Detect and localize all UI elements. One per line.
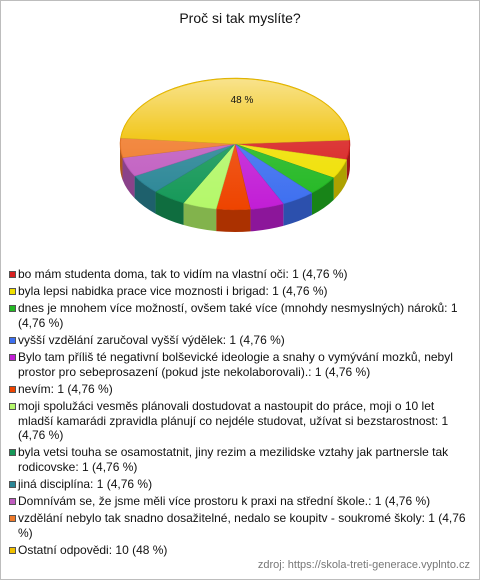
legend-swatch	[9, 337, 16, 344]
legend-swatch	[9, 288, 16, 295]
legend	[9, 267, 469, 560]
slice-data-label: 48 %	[230, 95, 254, 106]
legend-label: byla lepsi nabidka prace vice moznosti i brigad: 1 (4,76 %)	[18, 284, 328, 299]
legend-label: dnes je mnohem více možností, ovšem také více (mnohdy nesmyslných) nároků: 1 (4,76 %)	[18, 301, 458, 330]
legend-label: moji spolužáci vesměs plánovali dostudovat a nastoupit do práce, moji o 10 let mladší kamarádi zpravidla plánují co nejdéle studovat, užívat si bezstarostnost: 1 (4,76 %)	[18, 399, 449, 443]
legend-label: Ostatní odpovědi: 10 (48 %)	[18, 543, 168, 558]
pie-chart	[1, 1, 479, 261]
legend-label: nevím: 1 (4,76 %)	[18, 381, 113, 396]
legend-item	[9, 267, 469, 282]
legend-item	[9, 445, 469, 474]
legend-item	[9, 301, 469, 330]
chart-title: Proč si tak myslíte?	[179, 10, 301, 26]
legend-label: byla vetsi touha se osamostatnit, jiny rezim a mezilidske vztahy jak partnersle tak rodicovske: 1 (4,76 %)	[18, 445, 449, 474]
legend-item	[9, 494, 469, 509]
legend-item	[9, 399, 469, 443]
legend-item	[9, 511, 469, 540]
legend-item	[9, 350, 469, 379]
legend-swatch	[9, 354, 16, 361]
legend-item	[9, 382, 469, 397]
pie-slice-side	[216, 209, 250, 232]
legend-label: vyšší vzdělání zaručoval vyšší výdělek: 1 (4,76 %)	[18, 333, 285, 348]
source-note: zdroj: https://skola-treti-generace.vyplnto.cz	[257, 559, 470, 571]
legend-swatch	[9, 403, 16, 410]
legend-label: Bylo tam příliš té negativní bolševické ideologie a snahy o vymývání mozků, nebyl prostor pro sebeprosazení (pokud jste nekolaborovali).: 1 (4,76 %)	[18, 350, 453, 379]
legend-swatch	[9, 547, 16, 554]
legend-item	[9, 284, 469, 299]
legend-swatch	[9, 498, 16, 505]
legend-swatch	[9, 449, 16, 456]
legend-label: bo mám studenta doma, tak to vidím na vlastní oči: 1 (4,76 %)	[18, 267, 348, 281]
legend-swatch	[9, 515, 16, 522]
legend-swatch	[9, 305, 16, 312]
legend-item	[9, 333, 469, 348]
legend-swatch	[9, 271, 16, 278]
legend-item	[9, 543, 469, 558]
legend-item	[9, 477, 469, 492]
legend-label: Domnívám se, že jsme měli více prostoru k praxi na střední škole.: 1 (4,76 %)	[18, 494, 431, 509]
legend-label: jiná disciplína: 1 (4,76 %)	[18, 477, 153, 491]
legend-swatch	[9, 481, 16, 488]
legend-swatch	[9, 386, 16, 393]
legend-label: vzdělání nebylo tak snadno dosažitelné, nedalo se koupitv - soukromé školy: 1 (4,76 %)	[18, 511, 466, 540]
